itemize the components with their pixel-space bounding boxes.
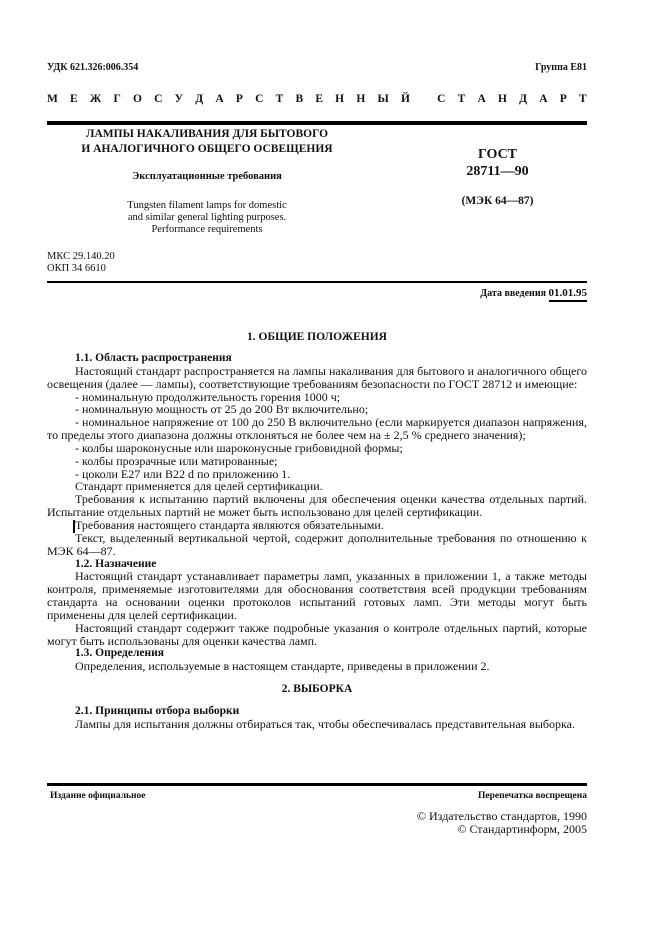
subsection-heading: 2.1. Принципы отбора выборки xyxy=(75,704,240,717)
paragraph: Лампы для испытания должны отбираться так, чтобы обеспечивалась представительная выборка. xyxy=(75,716,575,731)
list-item: - цоколи Е27 или В22 d по приложению 1. xyxy=(75,466,291,481)
copyright-line: © Издательство стандартов, 1990 xyxy=(416,809,587,823)
heading-letter: Ы xyxy=(377,93,389,105)
paragraph: Текст, выделенный вертикальной чертой, содержит дополнительные требования по отношению к МЭК 64—87. xyxy=(47,530,587,558)
paragraph: Настоящий стандарт распространяется на лампы накаливания для бытового и аналогичного общего освещения (далее — лампы), соответствующие требованиям безопасности по ГОСТ 28712 и имеющие: xyxy=(47,363,587,391)
heading-letter: Е xyxy=(70,93,78,105)
heading-letter: Й xyxy=(400,93,410,105)
list-item: - номинальную мощность от 25 до 200 Вт включительно; xyxy=(75,402,369,417)
english-title-line: Tungsten filament lamps for domestic xyxy=(127,200,287,211)
gost-code: 28711—90 xyxy=(466,164,529,179)
heading-letter: О xyxy=(132,93,142,105)
paragraph: Определения, используемые в настоящем стандарте, приведены в приложении 2. xyxy=(75,659,490,674)
heading-letter: Т xyxy=(578,93,587,105)
list-item: - номинальное напряжение от 100 до 250 В включительно (если маркируется диапазон напряжения, то пределы этого диапазона должны отклоняться не более чем на ± 2,5 % среднего значения); xyxy=(47,415,587,443)
title-line-2: И АНАЛОГИЧНОГО ОБЩЕГО ОСВЕЩЕНИЯ xyxy=(81,143,333,155)
iec-reference: (МЭК 64—87) xyxy=(461,195,534,207)
document-title xyxy=(47,127,367,157)
paragraph: Настоящий стандарт содержит также подробные указания о контроле отдельных партий, которые могут быть использованы для оценки качества ламп. xyxy=(47,620,587,648)
heading-letter: Р xyxy=(235,93,243,105)
effective-date xyxy=(480,287,587,299)
heading-letter: М xyxy=(47,93,58,105)
document-body xyxy=(47,352,587,731)
footer-rule xyxy=(47,783,587,786)
heading-letter: С xyxy=(154,93,163,105)
paragraph: Требования к испытанию партий включены для обеспечения оценки качества отдельных партий. Испытание отдельных партий не может быть использовано для целей сертификации. xyxy=(47,492,587,520)
paragraph: Требования настоящего стандарта являются обязательными. xyxy=(75,517,384,532)
group-code: Группа Е81 xyxy=(535,62,587,73)
english-title-line: and similar general lighting purposes. xyxy=(127,212,287,223)
heading-letter: С xyxy=(255,93,264,105)
heading-letter: А xyxy=(539,93,548,105)
heading-letter: А xyxy=(477,93,486,105)
heading-letter: Т xyxy=(275,93,284,105)
heading-letter: Д xyxy=(195,93,204,105)
heading-letter: А xyxy=(215,93,224,105)
section-2-heading: 2. ВЫБОРКА xyxy=(281,683,353,696)
title-line-1: ЛАМПЫ НАКАЛИВАНИЯ ДЛЯ БЫТОВОГО xyxy=(85,128,329,140)
reprint-prohibited-label: Перепечатка воспрещена xyxy=(477,791,587,801)
heading-letter: У xyxy=(174,93,184,105)
heading-letter: С xyxy=(437,93,446,105)
heading-letter: Д xyxy=(519,93,528,105)
effective-date-label: Дата введения xyxy=(480,288,549,299)
okp-code: ОКП 34 6610 xyxy=(47,263,106,274)
subsection-heading: 1.3. Определения xyxy=(75,647,164,660)
list-item: - колбы шароконусные или шароконусные грибовидной формы; xyxy=(75,440,403,455)
heading-letter: Р xyxy=(559,93,567,105)
classification-codes xyxy=(47,251,115,275)
list-item: - колбы прозрачные или матированные; xyxy=(75,453,278,468)
official-edition-label: Издание официальное xyxy=(50,791,146,801)
section-1-heading: 1. ОБЩИЕ ПОЛОЖЕНИЯ xyxy=(247,331,387,343)
heading-letter xyxy=(422,93,425,105)
list-item: - номинальную продолжительность горения 1000 ч; xyxy=(75,389,341,404)
document-subtitle: Эксплуатационные требования xyxy=(132,171,282,182)
vertical-change-bar xyxy=(73,520,75,533)
heading-letter: Ж xyxy=(89,93,102,105)
english-title xyxy=(47,200,367,236)
udk-code: УДК 621.326:006.354 xyxy=(47,62,139,73)
heading-letter: Г xyxy=(113,93,121,105)
gost-number xyxy=(420,146,575,180)
effective-date-value: 01.01.95 xyxy=(549,287,588,302)
english-title-line: Performance requirements xyxy=(151,224,263,235)
top-rule xyxy=(47,121,587,125)
heading-letter: Н xyxy=(356,93,366,105)
copyright-line: © Стандартинформ, 2005 xyxy=(457,822,587,836)
heading-letter: Н xyxy=(498,93,507,105)
subsection-heading: 1.1. Область распространения xyxy=(75,352,232,364)
marked-paragraph xyxy=(47,519,587,532)
paragraph: Настоящий стандарт устанавливает параметры ламп, указанных в приложении 1, а также методы контроля, применяемые изготовителями для обоснования соответствия всей продукции требованиям стандарта на основании оценки протоколов испытаний готовых ламп. Эти методы могут быть применены для целей сертификации. xyxy=(47,569,587,622)
heading-letter: Т xyxy=(457,93,466,105)
heading-letter: В xyxy=(295,93,304,105)
mks-code: МКС 29.140.20 xyxy=(47,251,115,262)
paragraph: Стандарт применяется для целей сертификации. xyxy=(75,479,323,494)
heading-letter: Н xyxy=(335,93,345,105)
gost-label: ГОСТ xyxy=(477,147,518,162)
subsection-heading: 1.2. Назначение xyxy=(75,557,157,570)
interstate-standard-heading xyxy=(47,93,587,105)
copyright xyxy=(417,810,587,836)
header-bottom-rule xyxy=(47,281,587,283)
heading-letter: Е xyxy=(315,93,323,105)
